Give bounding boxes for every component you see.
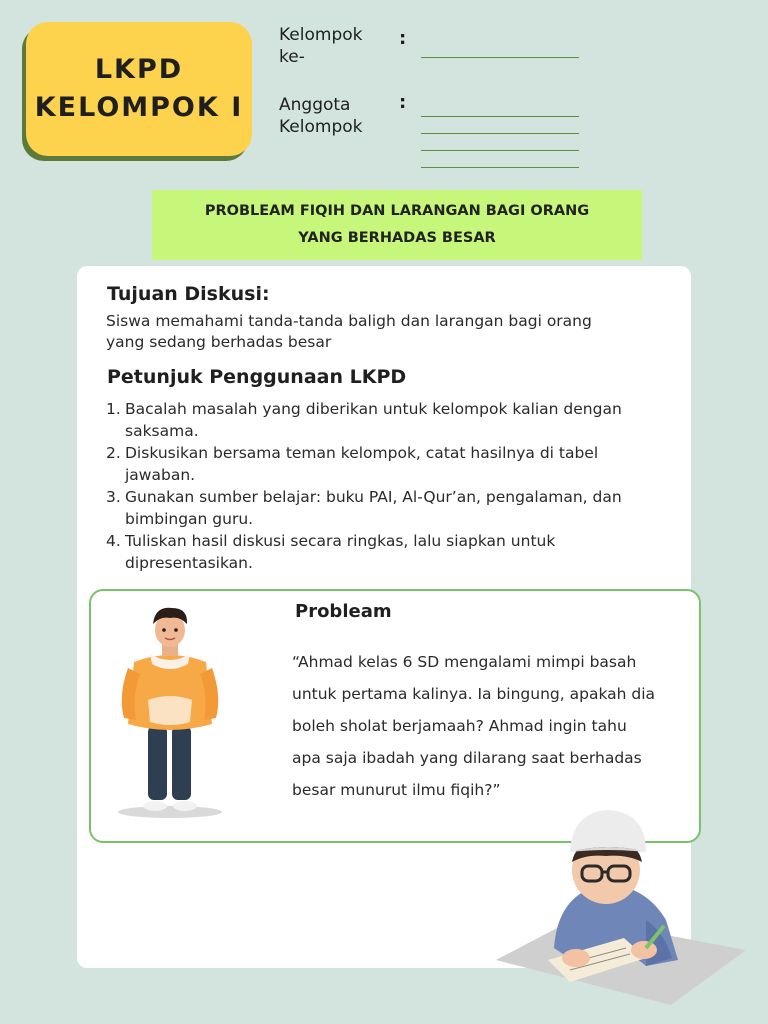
group-number-field[interactable] bbox=[421, 57, 579, 58]
list-item: 1. Bacalah masalah yang diberikan untuk kelompok kalian dengan saksama. bbox=[106, 400, 622, 440]
problem-text: “Ahmad kelas 6 SD mengalami mimpi basah untuk pertama kalinya. Ia bingung, apakah dia boleh sholat berjamaah? Ahmad ingin tahu apa saja ibadah yang dilarang saat berhadas besar munurut ilmu fiqih?” bbox=[292, 653, 656, 799]
instructions-heading: Petunjuk Penggunaan LKPD bbox=[107, 366, 407, 388]
goal-text: Siswa memahami tanda-tanda baligh dan larangan bagi orang yang sedang berhadas besar bbox=[106, 312, 592, 351]
instructions-list bbox=[106, 398, 696, 574]
badge-line-2: KELOMPOK I bbox=[34, 92, 244, 123]
title-line-1: PROBLEAM FIQIH DAN LARANGAN BAGI ORANG bbox=[204, 203, 590, 219]
lkpd-badge bbox=[26, 22, 252, 156]
student-writing-with-cap-illustration bbox=[496, 800, 746, 1010]
boy-orange-hoodie-illustration bbox=[110, 604, 230, 820]
group-number-colon: : bbox=[399, 28, 407, 49]
list-item: 4. Tuliskan hasil diskusi secara ringkas, lalu siapkan untuk dipresentasikan. bbox=[106, 532, 556, 572]
badge-line-1: LKPD bbox=[94, 54, 184, 85]
title-line-2: YANG BERHADAS BESAR bbox=[298, 230, 496, 246]
members-label: Anggota Kelompok bbox=[279, 95, 363, 137]
members-colon: : bbox=[399, 92, 407, 113]
group-number-label: Kelompok ke- bbox=[279, 25, 363, 67]
member-field-2[interactable] bbox=[421, 133, 579, 134]
problem-heading: Probleam bbox=[295, 601, 392, 622]
list-item: 3. Gunakan sumber belajar: buku PAI, Al-Qur’an, pengalaman, dan bimbingan guru. bbox=[106, 488, 622, 528]
member-field-1[interactable] bbox=[421, 116, 579, 117]
worksheet-title bbox=[152, 190, 642, 260]
member-field-3[interactable] bbox=[421, 150, 579, 151]
goal-heading: Tujuan Diskusi: bbox=[107, 283, 270, 305]
member-field-4[interactable] bbox=[421, 167, 579, 168]
list-item: 2. Diskusikan bersama teman kelompok, catat hasilnya di tabel jawaban. bbox=[106, 444, 599, 484]
